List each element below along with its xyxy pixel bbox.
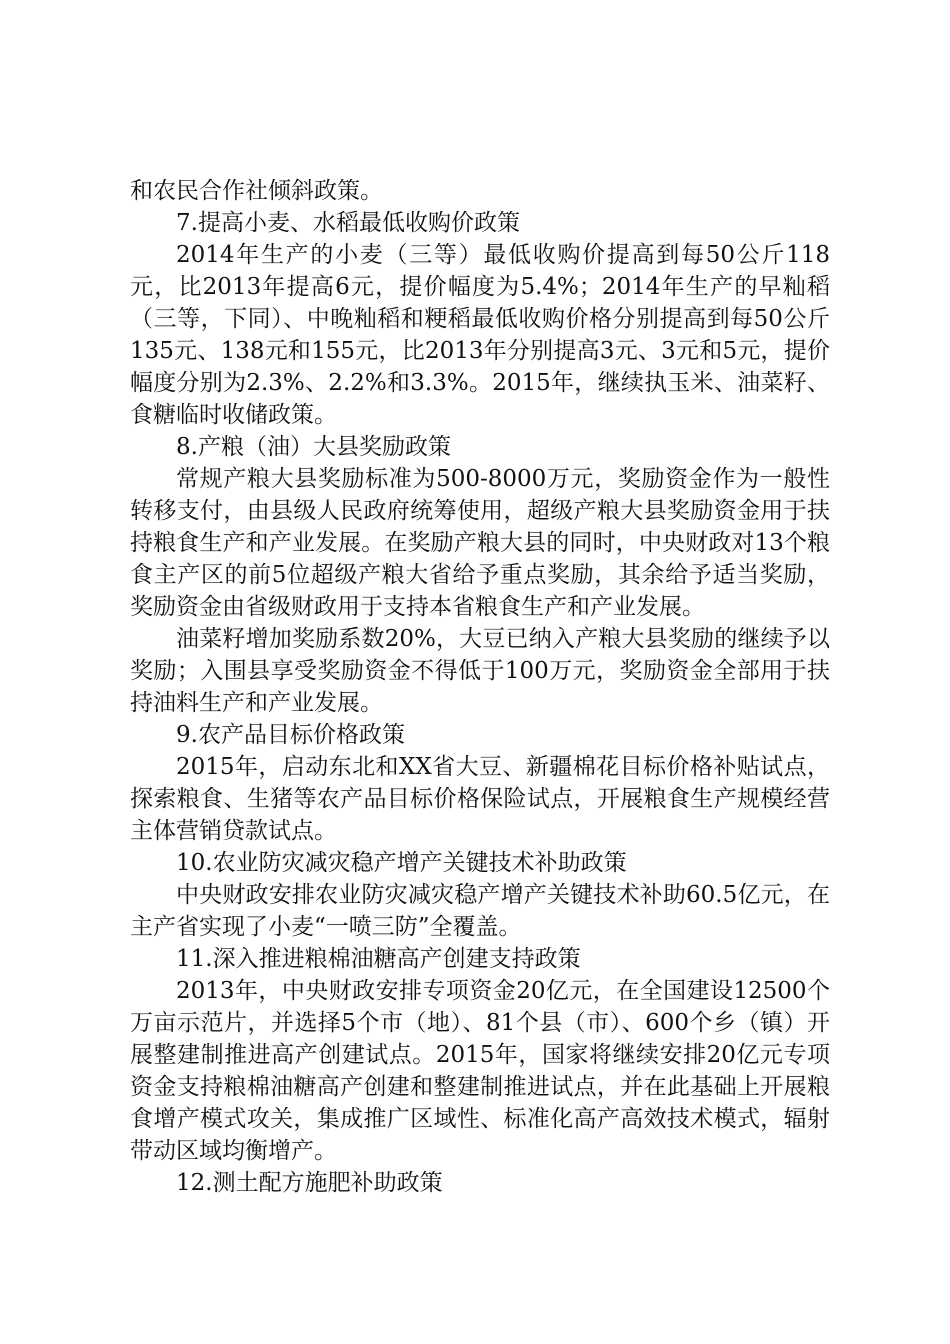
section-heading-7: 7.提高小麦、水稻最低收购价政策: [176, 210, 520, 236]
paragraph-grain-county-reward: 常规产粮大县奖励标准为500-8000万元，奖励资金作为一般性转移支付，由县级人民政府统筹使用，超级产粮大县奖励资金用于扶持粮食生产和产业发展。在奖励产粮大县的同时，中央财政对13个粮食主产区的前5位超级产粮大省给予重点奖励，其余给予适当奖励，奖励资金由省级财政用于支持本省粮食生产和产业发展。: [130, 466, 830, 620]
section-heading-11: 11.深入推进粮棉油糖高产创建支持政策: [176, 946, 581, 972]
section-heading-10: 10.农业防灾减灾稳产增产关键技术补助政策: [176, 850, 627, 876]
paragraph-target-price: 2015年，启动东北和XX省大豆、新疆棉花目标价格补贴试点，探索粮食、生猪等农产品目标价格保险试点，开展粮食生产规模经营主体营销贷款试点。: [130, 754, 830, 844]
paragraph-disaster-prevention: 中央财政安排农业防灾减灾稳产增产关键技术补助60.5亿元，在主产省实现了小麦“一喷三防”全覆盖。: [130, 882, 830, 940]
paragraph-intro-tail: 和农民合作社倾斜政策。: [130, 178, 383, 204]
paragraph-min-purchase-price: 2014年生产的小麦（三等）最低收购价提高到每50公斤118元，比2013年提高6元，提价幅度为5.4%；2014年生产的早籼稻（三等，下同）、中晚籼稻和粳稻最低收购价格分别提高到每50公斤135元、138元和155元，比2013年分别提高3元、3元和5元，提价幅度分别为2.3%、2.2%和3.3%。2015年，继续执玉米、油菜籽、食糖临时收储政策。: [130, 242, 830, 428]
section-heading-12: 12.测土配方施肥补助政策: [176, 1170, 443, 1196]
document-page: [130, 175, 830, 1199]
paragraph-high-yield: 2013年，中央财政安排专项资金20亿元，在全国建设12500个万亩示范片，并选择5个市（地）、81个县（市）、600个乡（镇）开展整建制推进高产创建试点。2015年，国家将继续安排20亿元专项资金支持粮棉油糖高产创建和整建制推进试点，并在此基础上开展粮食增产模式攻关，集成推广区域性、标准化高产高效技术模式，辐射带动区域均衡增产。: [130, 978, 830, 1164]
section-heading-9: 9.农产品目标价格政策: [176, 722, 405, 748]
paragraph-oilseed-reward: 油菜籽增加奖励系数20%，大豆已纳入产粮大县奖励的继续予以奖励；入围县享受奖励资金不得低于100万元，奖励资金全部用于扶持油料生产和产业发展。: [130, 626, 830, 716]
section-heading-8: 8.产粮（油）大县奖励政策: [176, 434, 451, 460]
